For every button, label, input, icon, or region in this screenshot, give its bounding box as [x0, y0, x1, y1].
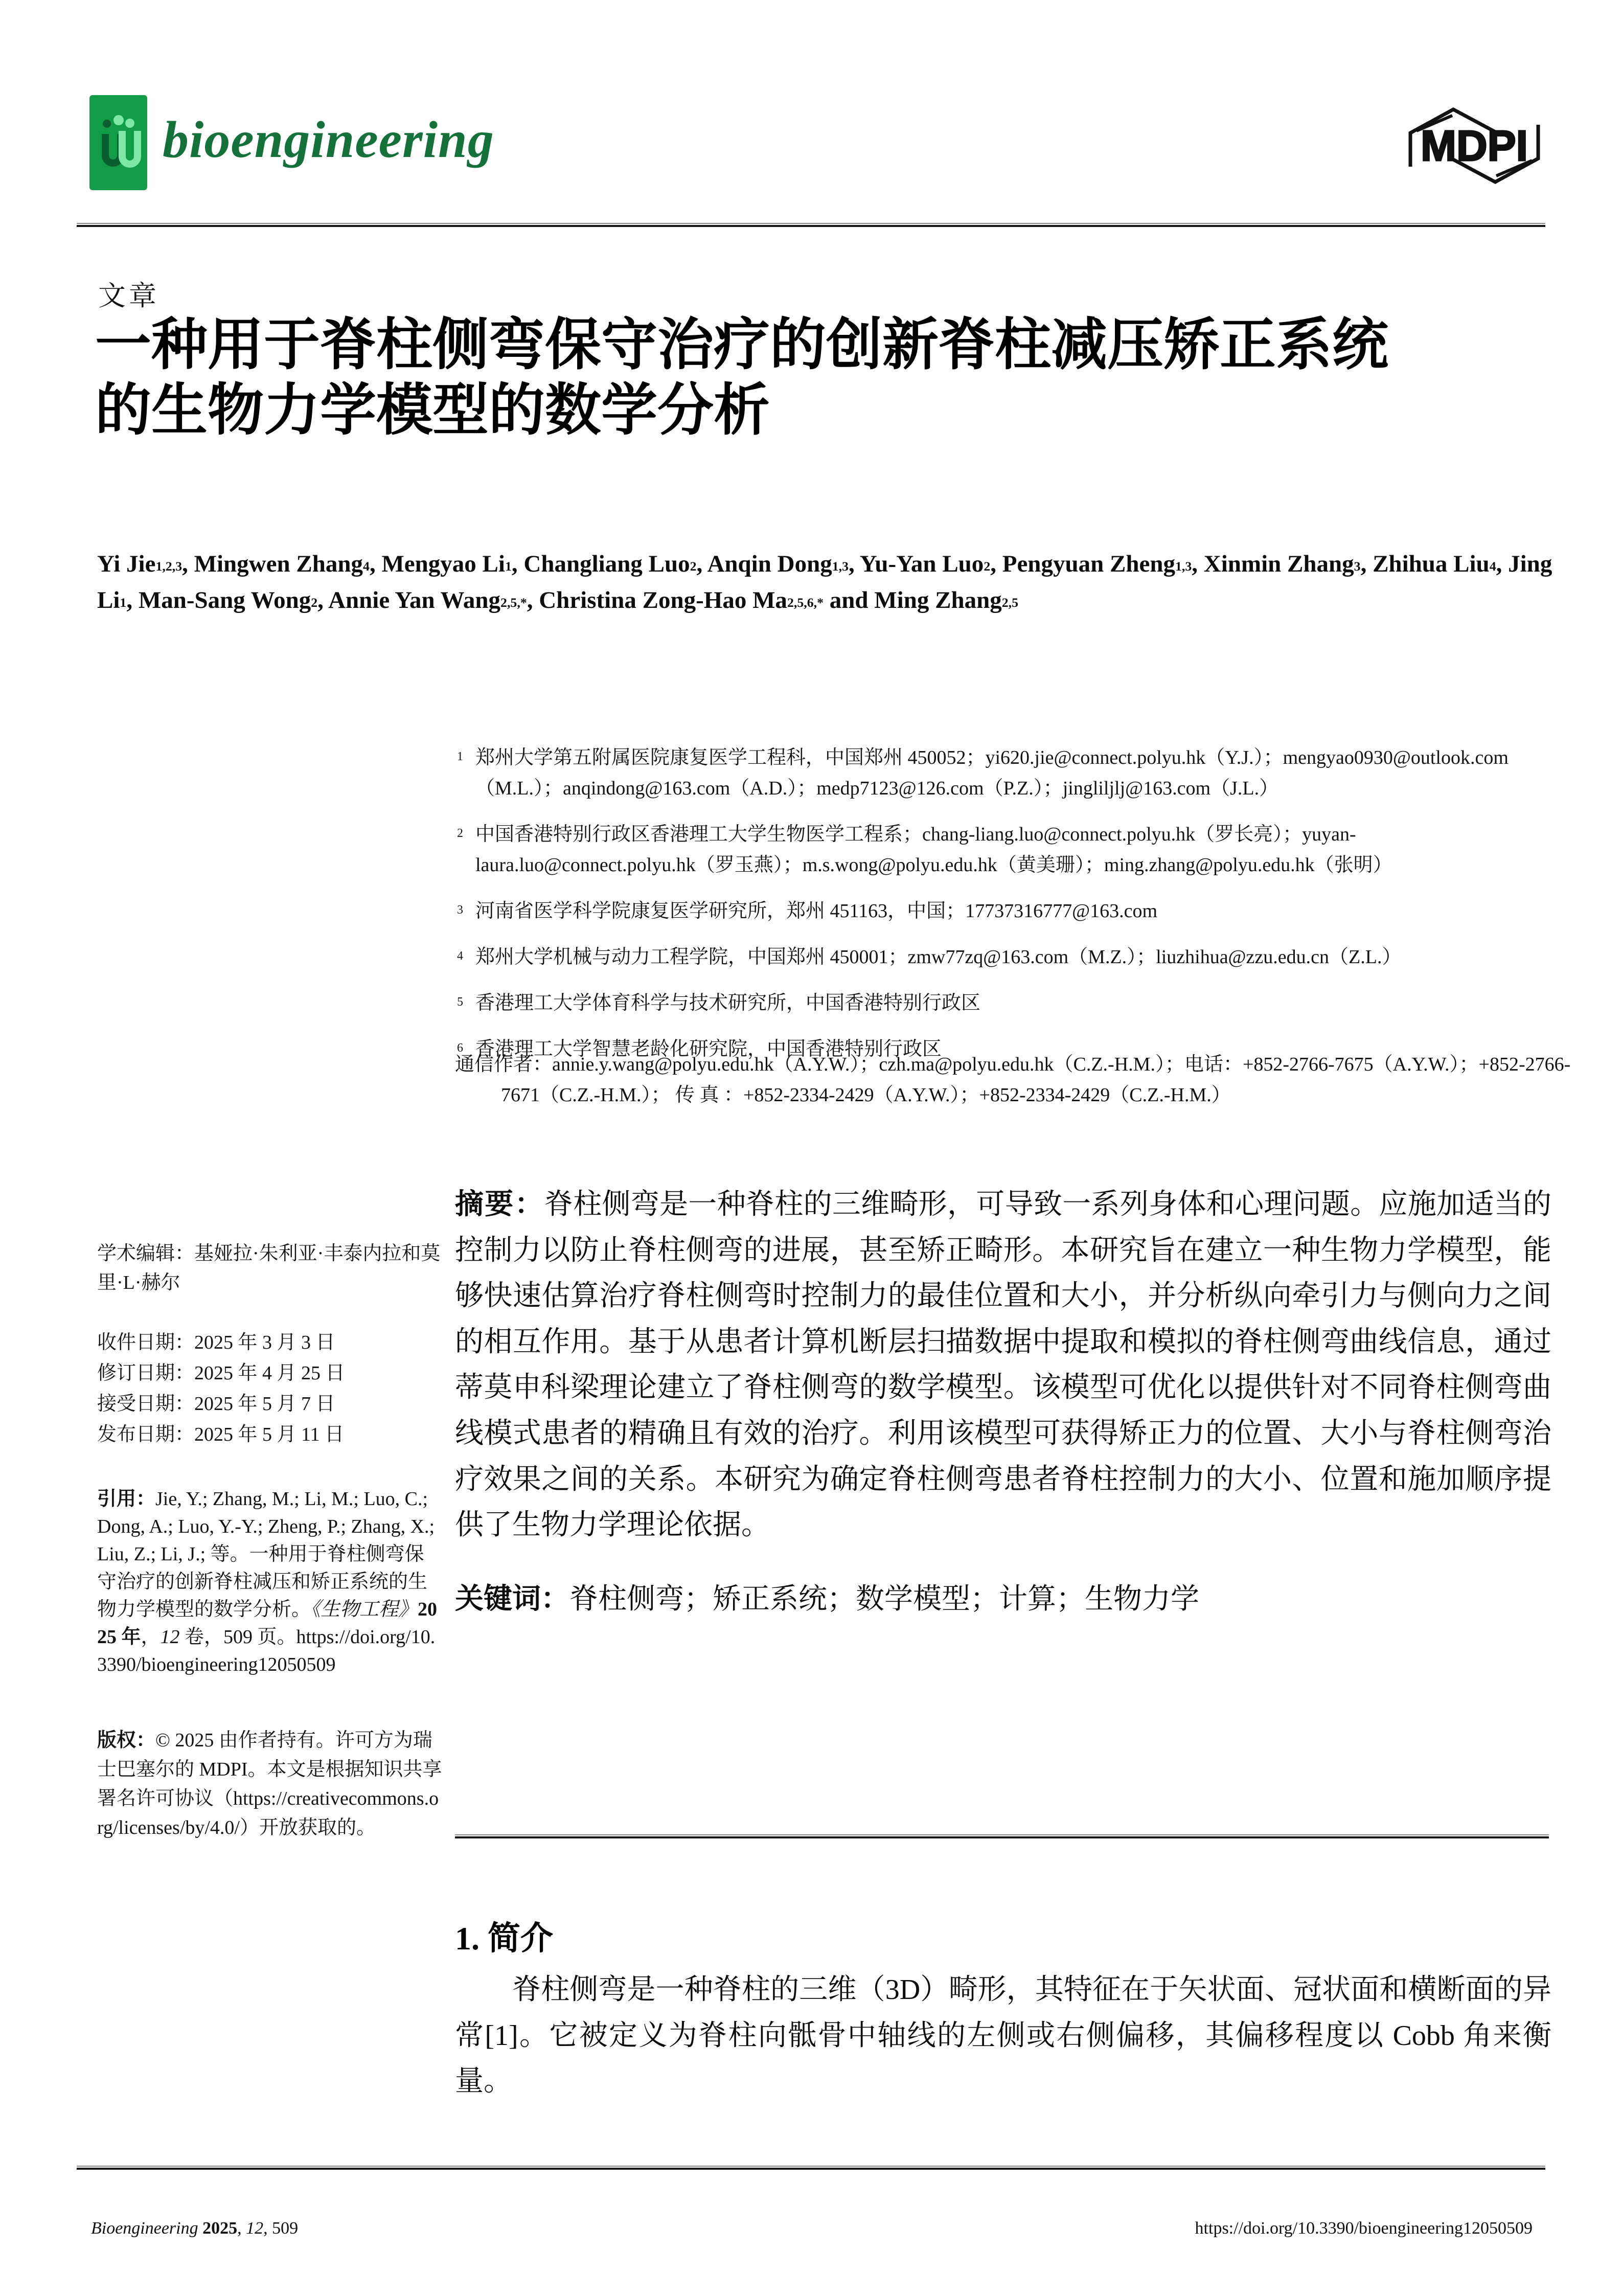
author-affiliation-sup: 1,3: [832, 558, 849, 574]
citation-text: [97, 1488, 437, 1675]
author: Annie Yan Wang2,5,*,: [328, 586, 539, 613]
footer-rule: [77, 2166, 1545, 2170]
footer-citation-part: Bioengineering: [91, 2219, 198, 2238]
affiliation-number: 2: [457, 827, 463, 840]
citation-part: 2025 年: [97, 1598, 438, 1648]
copyright-label: 版权：: [97, 1729, 156, 1751]
mdpi-logo-text: MDPI: [1421, 122, 1528, 170]
author-list: [97, 546, 1554, 618]
footer-citation-part: [198, 2219, 203, 2238]
footer-citation-part: 12: [246, 2219, 264, 2238]
author-affiliation-sup: 2: [984, 558, 991, 574]
article-title-line1: 一种用于脊柱侧弯保守治疗的创新脊柱减压矫正系统: [95, 314, 1388, 376]
footer-citation-part: 2025: [202, 2219, 238, 2238]
correspondence-text: annie.y.wang@polyu.edu.hk（A.Y.W.）；czh.ma@polyu.edu.hk（C.Z.-H.M.）；电话：+852-2766-7675（A.Y.W.）；+852-2766-7671（C.Z.-H.M.）； 传 真 ：+852-2334-2429（A.Y.W.）；+852-2334-2429（C.Z.-H.M.）: [501, 1054, 1571, 1106]
affiliation-text: 河南省医学科学院康复医学研究所，郑州 451163，中国；17737316777@163.com: [475, 900, 1158, 922]
affiliation-number: 6: [457, 1041, 463, 1055]
affiliation-item: [455, 942, 1551, 972]
citation-part: ，: [141, 1626, 161, 1648]
footer-citation-part: , 509: [263, 2219, 299, 2238]
citation-part: 卷，509 页。https://doi.org/10.3390/bioengineering12050509: [97, 1626, 436, 1675]
affiliation-text: 中国香港特别行政区香港理工大学生物医学工程系；chang-liang.luo@connect.polyu.hk（罗长亮）；yuyan-laura.luo@connect.polyu.hk（罗玉燕）；m.s.wong@polyu.edu.hk（黄美珊）；ming.zhang@polyu.edu.hk（张明）: [475, 824, 1392, 876]
academic-editor-names: 基娅拉·朱利亚·丰泰内拉和莫里·L·赫尔: [97, 1243, 441, 1293]
author-affiliation-sup: 1: [120, 595, 127, 610]
author: Yu-Yan Luo2,: [859, 551, 1002, 577]
abstract: [455, 1182, 1551, 1549]
author: Yi Jie1,2,3,: [97, 551, 194, 577]
author: Xinmin Zhang3,: [1203, 551, 1373, 577]
bioengineering-logo-icon: [89, 95, 147, 190]
citation-part: Jie, Y.; Zhang, M.; Li, M.; Luo, C.; Dong, A.; Luo, Y.-Y.; Zheng, P.; Zhang, X.; Liu, Z.; Li, J.; 等。一种用于脊柱侧弯保守治疗的创新脊柱减压和矫正系统的生物力学模型的数学分析。: [97, 1488, 435, 1620]
affiliation-item: [455, 988, 1551, 1018]
footer-citation-part: ,: [237, 2219, 246, 2238]
sidebar: [97, 1239, 443, 1843]
affiliation-text: 郑州大学机械与动力工程学院，中国郑州 450001；zmw77zq@163.com（M.Z.）；liuzhihua@zzu.edu.cn（Z.L.）: [475, 946, 1402, 968]
affiliation-item: [455, 896, 1551, 926]
correspondence: [455, 1049, 1597, 1110]
author: Ming Zhang2,5: [874, 586, 1019, 613]
history-date-line: 接受日期：2025 年 5 月 7 日: [97, 1393, 335, 1415]
author: Changliang Luo2,: [523, 551, 707, 577]
abstract-text: 脊柱侧弯是一种脊柱的三维畸形，可导致一系列身体和心理问题。应施加适当的控制力以防止脊柱侧弯的进展，甚至矫正畸形。本研究旨在建立一种生物力学模型，能够快速估算治疗脊柱侧弯时控制力的最佳位置和大小，并分析纵向牵引力与侧向力之间的相互作用。基于从患者计算机断层扫描数据中提取和模拟的脊柱侧弯曲线信息，通过蒂莫申科梁理论建立了脊柱侧弯的数学模型。该模型可优化以提供针对不同脊柱侧弯曲线模式患者的精确且有效的治疗。利用该模型可获得矫正力的位置、大小与脊柱侧弯治疗效果之间的关系。本研究为确定脊柱侧弯患者脊柱控制力的大小、位置和施加顺序提供了生物力学理论依据。: [455, 1189, 1552, 1541]
history-date-line: 发布日期：2025 年 5 月 11 日: [97, 1424, 345, 1446]
author: Jing Li1,: [97, 551, 1552, 613]
affiliation-number: 1: [457, 750, 463, 763]
author-affiliation-sup: 2,5: [1001, 595, 1019, 610]
affiliation-number: 4: [457, 949, 463, 963]
journal-wordmark: bioengineering: [163, 111, 494, 169]
author: Mengyao Li1,: [381, 551, 524, 577]
article-type-label: 文章: [98, 281, 159, 311]
article-title-line2: 的生物力学模型的数学分析: [95, 379, 770, 442]
affiliation-item: [455, 819, 1551, 880]
history-dates: [97, 1327, 443, 1450]
keywords: [455, 1578, 1551, 1621]
citation-label: 引用：: [97, 1488, 156, 1510]
author-affiliation-sup: 2,5,6,*: [787, 595, 824, 610]
author: Pengyuan Zheng1,3,: [1002, 551, 1204, 577]
journal-brand: [89, 95, 494, 190]
author: Anqin Dong1,3,: [707, 551, 860, 577]
citation: [97, 1486, 443, 1679]
author-affiliation-sup: 4: [1489, 558, 1496, 574]
page-footer: [91, 2219, 1533, 2238]
affiliation-number: 3: [457, 903, 463, 917]
author-affiliation-sup: 1,2,3: [155, 558, 182, 574]
copyright-text: © 2025 由作者持有。许可方为瑞士巴塞尔的 MDPI。本文是根据知识共享署名许可协议（https://creativecommons.org/licenses/by/4.0/）开放获取的。: [97, 1729, 442, 1838]
history-date-line: 修订日期：2025 年 4 月 25 日: [97, 1362, 345, 1384]
mdpi-logo: [1403, 104, 1545, 187]
affiliation-item: [455, 742, 1551, 804]
author: Man-Sang Wong2,: [138, 586, 329, 613]
citation-part: 《生物工程》: [311, 1598, 418, 1620]
author-affiliation-sup: 2: [311, 595, 318, 610]
correspondence-label: 通信作者：: [455, 1054, 553, 1075]
author-affiliation-sup: 1: [505, 558, 512, 574]
history-date-line: 收件日期：2025 年 3 月 3 日: [97, 1332, 335, 1353]
copyright-notice: [97, 1726, 443, 1843]
section-divider: [455, 1834, 1549, 1838]
affiliation-list: [455, 742, 1551, 1080]
citation-part: 12: [160, 1626, 180, 1648]
author: Christina Zong-Hao Ma2,5,6,* and: [539, 586, 875, 613]
intro-paragraph: 脊柱侧弯是一种脊柱的三维（3D）畸形，其特征在于矢状面、冠状面和横断面的异常[1]。它被定义为脊柱向骶骨中轴线的左侧或右侧偏移，其偏移程度以 Cobb 角来衡量。: [455, 1974, 1551, 2098]
abstract-label: 摘要：: [455, 1189, 544, 1220]
author-affiliation-sup: 4: [363, 558, 370, 574]
section-heading: 1. 简介: [455, 1920, 553, 1957]
author: Zhihua Liu4,: [1373, 551, 1509, 577]
keywords-label: 关键词：: [455, 1583, 569, 1615]
author-affiliation-sup: 2,5,*: [500, 595, 527, 610]
author: Mingwen Zhang4,: [194, 551, 382, 577]
article-title: [95, 313, 1526, 443]
academic-editor: [97, 1239, 443, 1298]
footer-doi: https://doi.org/10.3390/bioengineering12050509: [1195, 2219, 1533, 2238]
author-affiliation-sup: 2: [690, 558, 697, 574]
header-rule: [77, 223, 1545, 227]
keywords-text: 脊柱侧弯；矫正系统；数学模型；计算；生物力学: [569, 1583, 1199, 1615]
academic-editor-label: 学术编辑：: [97, 1243, 195, 1264]
affiliation-text: 香港理工大学体育科学与技术研究所，中国香港特别行政区: [475, 992, 981, 1014]
affiliation-number: 5: [457, 995, 463, 1009]
author-affiliation-sup: 1,3: [1175, 558, 1192, 574]
footer-citation: [91, 2219, 298, 2238]
affiliation-text: 郑州大学第五附属医院康复医学工程科，中国郑州 450052；yi620.jie@connect.polyu.hk（Y.J.）；mengyao0930@outlook.com（M.L.）；anqindong@163.com（A.D.）；medp7123@126.com（P.Z.）；jingliljlj@163.com（J.L.）: [475, 747, 1509, 800]
author-affiliation-sup: 3: [1354, 558, 1361, 574]
affiliation-text: 香港理工大学智慧老龄化研究院，中国香港特别行政区: [475, 1038, 942, 1060]
